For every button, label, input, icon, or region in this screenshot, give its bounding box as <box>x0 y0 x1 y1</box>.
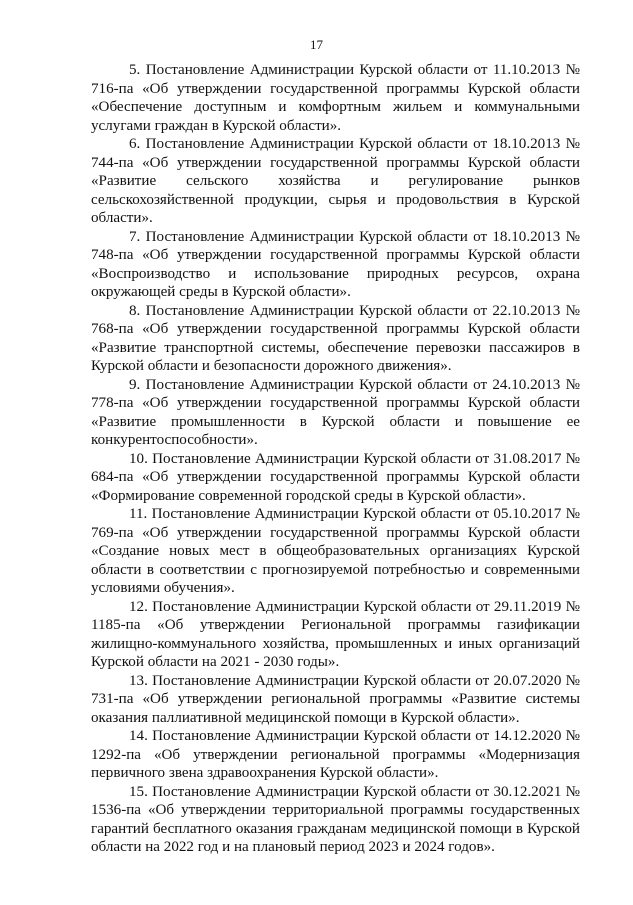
list-item: 10. Постановление Администрации Курской области от 31.08.2017 № 684-па «Об утверждении государственной программы Курской области «Формирование современной городской среды в Курской области». <box>91 450 580 504</box>
document-body <box>91 61 580 857</box>
list-item: 11. Постановление Администрации Курской области от 05.10.2017 № 769-па «Об утверждении государственной программы Курской области «Создание новых мест в общеобразовательных организациях Курской области в соответствии с прогнозируемой потребностью и современными условиями обучения». <box>91 506 580 596</box>
list-item: 6. Постановление Администрации Курской области от 18.10.2013 № 744-па «Об утверждении государственной программы Курской области «Развитие сельского хозяйства и регулирование рынков сельскохозяйственной продукции, сырья и продовольствия в Курской области». <box>91 136 580 226</box>
list-item: 7. Постановление Администрации Курской области от 18.10.2013 № 748-па «Об утверждении государственной программы Курской области «Воспроизводство и использование природных ресурсов, охрана окружающей среды в Курской области». <box>91 228 580 300</box>
list-item: 5. Постановление Администрации Курской области от 11.10.2013 № 716-па «Об утверждении государственной программы Курской области «Обеспечение доступным и комфортным жильем и коммунальными услугами граждан в Курской области». <box>91 62 580 134</box>
list-item: 8. Постановление Администрации Курской области от 22.10.2013 № 768-па «Об утверждении государственной программы Курской области «Развитие транспортной системы, обеспечение перевозки пассажиров в Курской области и безопасности дорожного движения». <box>91 302 580 374</box>
list-item: 12. Постановление Администрации Курской области от 29.11.2019 № 1185-па «Об утверждении Региональной программы газификации жилищно-коммунального хозяйства, промышленных и иных организаций Курской области на 2021 - 2030 годы». <box>91 598 580 670</box>
page-number: 17 <box>310 37 323 52</box>
list-item: 13. Постановление Администрации Курской области от 20.07.2020 № 731-па «Об утверждении региональной программы «Развитие системы оказания паллиативной медицинской помощи в Курской области». <box>91 672 580 726</box>
list-item: 14. Постановление Администрации Курской области от 14.12.2020 № 1292-па «Об утверждении региональной программы «Модернизация первичного звена здравоохранения Курской области». <box>91 728 580 781</box>
list-item: 15. Постановление Администрации Курской области от 30.12.2021 № 1536-па «Об утверждении территориальной программы государственных гарантий бесплатного оказания гражданам медицинской помощи в Курской области на 2022 год и на плановый период 2023 и 2024 годов». <box>91 783 580 855</box>
list-item: 9. Постановление Администрации Курской области от 24.10.2013 № 778-па «Об утверждении государственной программы Курской области «Развитие промышленности в Курской области и повышение ее конкурентоспособности». <box>91 376 580 448</box>
